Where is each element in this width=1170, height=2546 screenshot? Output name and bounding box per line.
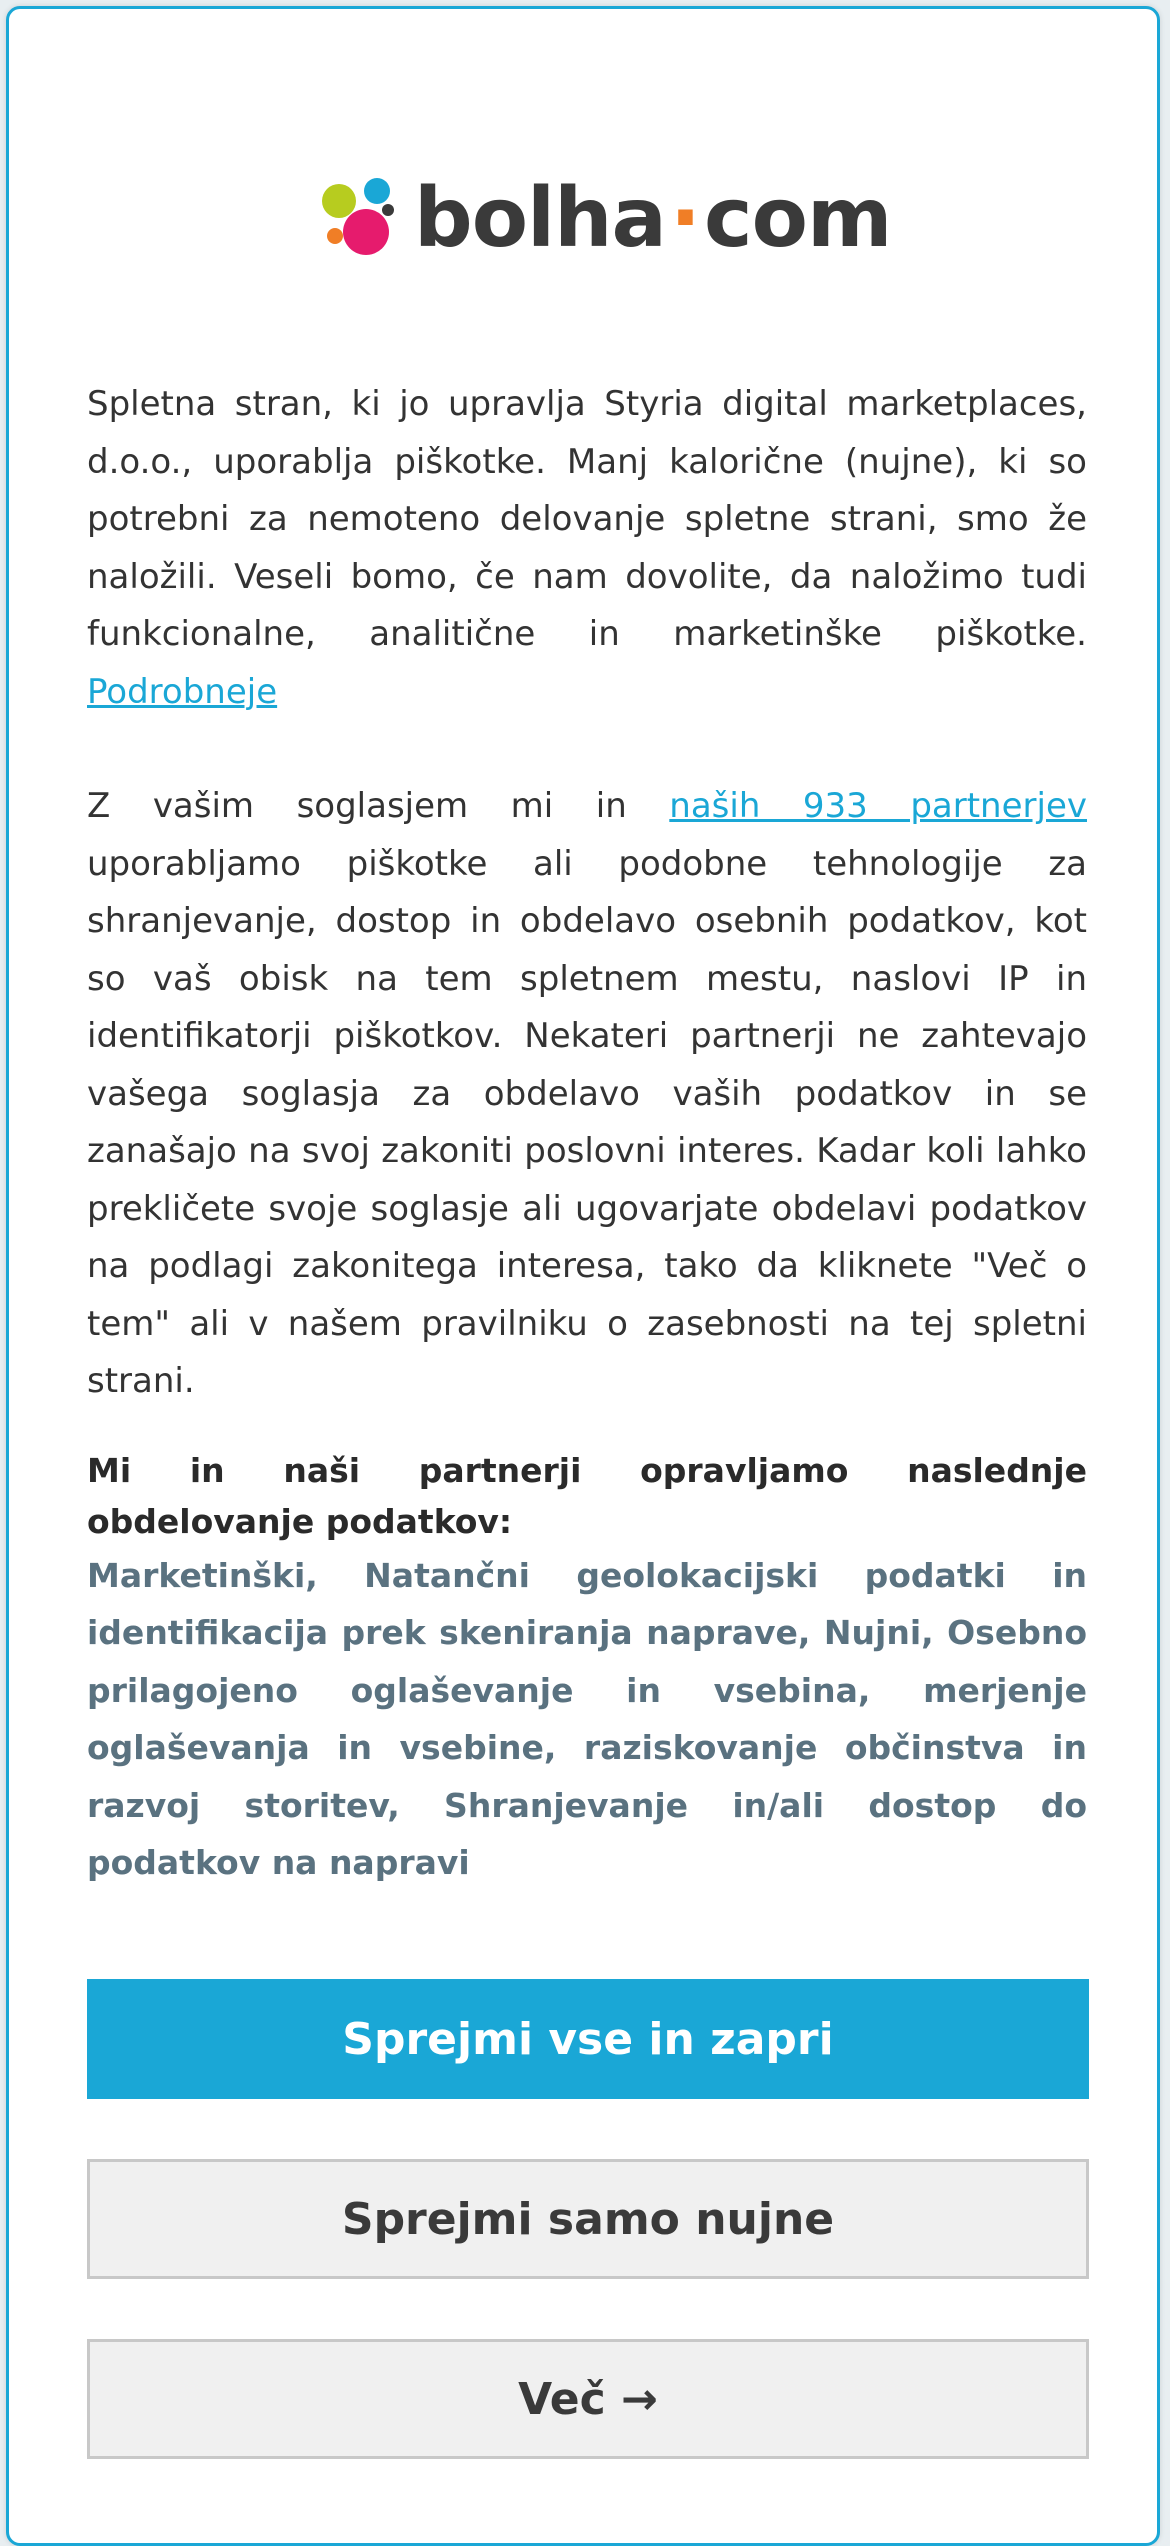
more-button[interactable]: Več → [87,2339,1089,2459]
accept-necessary-button[interactable]: Sprejmi samo nujne [87,2159,1089,2279]
logo-separator: · [669,171,701,266]
consent-paragraph [87,778,1087,1411]
consent-content [87,376,1087,1892]
partners-link[interactable]: naših 933 partnerjev [669,786,1087,826]
details-link[interactable]: Podrobneje [87,671,278,712]
bolha-logo [314,171,892,272]
purposes-heading: Mi in naši partnerji opravljamo naslednje obdelovanje podatkov: [87,1450,1087,1541]
logo-text-left: bolha [414,171,666,266]
logo-text-right: com [704,171,892,266]
consent-text-before: Z vašim soglasjem mi in [87,786,670,826]
logo-dots-icon [314,172,414,272]
accept-all-button[interactable]: Sprejmi vse in zapri [87,1979,1089,2099]
intro-paragraph [87,376,1087,721]
purposes-list: Marketinški, Natančni geolokacijski podatki in identifikacija prek skeniranja naprave, Nujni, Osebno prilagojeno oglaševanje in vsebina, merjenje oglaševanja in vsebine, raziskovanje občinstva in razvoj storitev, Shranjevanje in/ali dostop do podatkov na napravi [87,1555,1087,1882]
intro-text: Spletna stran, ki jo upravlja Styria digital marketplaces, d.o.o., uporablja piškotke. Manj kalorične (nujne), ki so potrebni za nemoteno delovanje spletne strani, smo že naložili. Veseli bomo, če nam dovolite, da naložimo tudi funkcionalne, analitične in marketinške piškotke. [87,384,1087,654]
consent-text-after: uporabljamo piškotke ali podobne tehnologije za shranjevanje, dostop in obdelavo osebnih podatkov, kot so vaš obisk na tem spletnem mestu, naslovi IP in identifikatorji piškotkov. Nekateri partnerji ne zahtevajo vašega soglasja za obdelavo vaših podatkov in se zanašajo na svoj zakoniti poslovni interes. Kadar koli lahko prekličete svoje soglasje ali ugovarjate obdelavi podatkov na podlagi zakonitega interesa, tako da kliknete "Več o tem" ali v našem pravilniku o zasebnosti na tej spletni strani. [87,843,1087,1401]
logo-wordmark [414,171,892,266]
cookie-consent-dialog [6,6,1160,2546]
